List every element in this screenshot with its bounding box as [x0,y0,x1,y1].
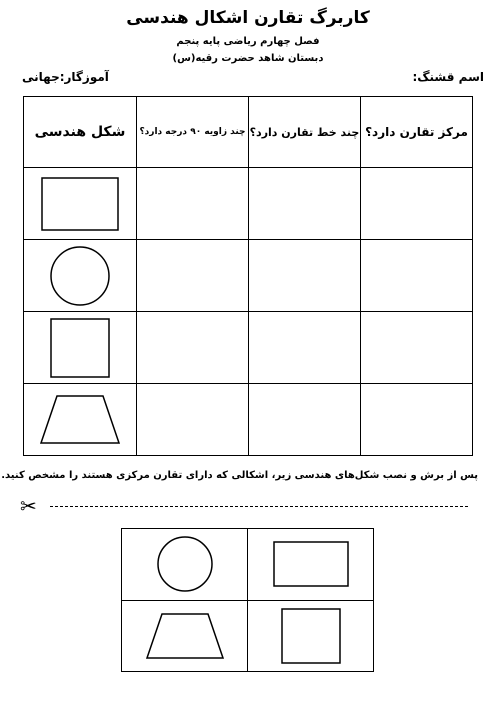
shape-cell [24,384,137,456]
scissors-icon: ✂ [20,494,37,518]
table-row [24,312,473,384]
subtitle-school: دبستان شاهد حضرت رقیه(س) [172,53,324,64]
cutout-cell[interactable] [122,529,248,601]
table-row [24,240,473,312]
cutout-cell[interactable] [248,529,374,601]
table-header-row [24,97,473,168]
answer-cell-center[interactable] [361,312,473,384]
answer-cell-lines[interactable] [249,384,361,456]
trapezoid-icon [144,611,226,661]
student-name-label: اسم قشنگ: [412,70,484,84]
answer-cell-lines[interactable] [249,312,361,384]
answer-cell-angles[interactable] [137,312,249,384]
table-row [24,384,473,456]
answer-cell-lines[interactable] [249,240,361,312]
answer-cell-center[interactable] [361,168,473,240]
circle-icon [155,534,215,594]
square-icon [279,606,343,666]
answer-cell-angles[interactable] [137,384,249,456]
header-right-angles: چند زاویه ۹۰ درجه دارد؟ [137,97,249,168]
circle-icon [48,244,112,308]
answer-cell-center[interactable] [361,384,473,456]
cutout-shapes-grid [121,528,374,672]
answer-cell-lines[interactable] [249,168,361,240]
teacher-label: آموزگار:جهانی [22,70,109,84]
header-symmetry-lines: چند خط تقارن دارد؟ [249,97,361,168]
header-center-symmetry: مرکز تقارن دارد؟ [361,97,473,168]
cutout-cell[interactable] [122,600,248,672]
symmetry-worksheet-table [23,96,473,456]
subtitle-chapter: فصل چهارم ریاضی پایه پنجم [176,36,320,47]
table-row [24,168,473,240]
square-icon [48,316,112,380]
cut-line [50,506,468,507]
instructions-text: پس از برش و نصب شکل‌های هندسی زیر، اشکالی که دارای تقارن مرکزی هستند را مشخص کنید. [1,470,478,481]
header-shape: شکل هندسی [24,97,137,168]
cutout-cell[interactable] [248,600,374,672]
answer-cell-angles[interactable] [137,240,249,312]
answer-cell-angles[interactable] [137,168,249,240]
shape-cell [24,240,137,312]
page-title: کاربرگ تقارن اشکال هندسی [126,8,370,28]
answer-cell-center[interactable] [361,240,473,312]
trapezoid-icon [37,393,123,447]
shape-cell [24,312,137,384]
rectangle-icon [271,539,351,589]
rectangle-icon [38,174,122,234]
shape-cell [24,168,137,240]
